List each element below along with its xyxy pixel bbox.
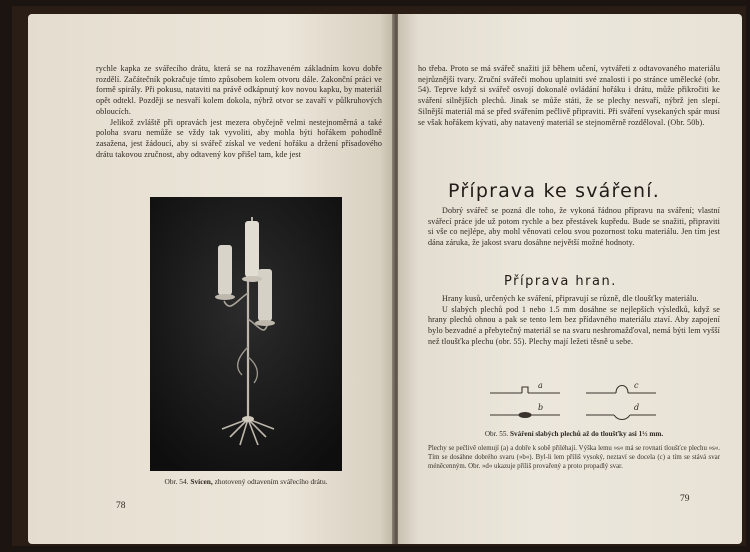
right-page bbox=[398, 14, 742, 544]
figure-label-a: a bbox=[538, 381, 543, 390]
main-heading: Příprava ke sváření. bbox=[448, 180, 660, 202]
caption-bold: Svícen, bbox=[190, 477, 213, 486]
fig-caption-bold: Sváření slabých plechů až do tloušťky asi 1½ mm. bbox=[510, 430, 664, 438]
left-paragraph-2: Jelikož zvláště při opravách jest mezera obyčejně velmi nestejnoměrná a také poloha svaru nemůže se vždy tak vyvoliti, aby mohla býti hořákem pohodlně zasažena, jest žádoucí, aby si svářeč získal ve vedení hořáku a držení přísadového drátu takovou zručnost, aby odtavený kov přišel tam, kde jest bbox=[96, 117, 382, 159]
section-2-text bbox=[428, 294, 720, 348]
section-1-text: Dobrý svářeč se pozná dle toho, že vykoná řádnou přípravu na sváření; vlastní svářecí práce jde už potom rychle a bez přestávek kupředu. Bude se snažiti, připraviti si vše co nejlépe, aby mohl věnovati celou svou pozornost toku materiálu. Jen tím jest dána záruka, že jakost svaru dosáhne největší možné hodnoty. bbox=[428, 206, 720, 248]
figure-caption bbox=[428, 430, 720, 438]
right-top-paragraph: ho třeba. Proto se má svářeč snažiti již během učení, vytvářeti z odtavovaného materiálu nejrůznější tvary. Zruční svářeči mohou uplatniti své znalosti i po stránce umělecké (obr. 54). Teprve když si svářeč osvojí dokonalé ovládání hořáku i drátu, může přikročiti ke sváření silnějších plechů. Jinak se může státi, že se plechy nesvaří, nýbrž jen slepí. Silnější materiál má se před svářením pečlivě připraviti. Při sváření vysekaných spár musí se však hořákem kývati, aby natavený materiál se stejnoměrně rozděloval. (Obr. 50b). bbox=[418, 64, 720, 127]
weld-diagram bbox=[488, 379, 658, 425]
sub-heading: Příprava hran. bbox=[504, 274, 617, 289]
weld-figure bbox=[488, 379, 658, 425]
left-page-text bbox=[96, 64, 382, 160]
candlestick-illustration bbox=[150, 197, 342, 471]
figure-label-d: d bbox=[634, 403, 640, 412]
figure-label-b: b bbox=[538, 403, 544, 412]
caption-rest: zhotovený odtavením svářecího drátu. bbox=[214, 477, 328, 486]
section-2-paragraph-1: Hrany kusů, určených ke sváření, připravují se různě, dle tloušťky materiálu. bbox=[442, 294, 699, 303]
page-number-right: 79 bbox=[680, 494, 690, 504]
fig-caption-prefix: Obr. 55. bbox=[484, 430, 509, 438]
candlestick-photo bbox=[150, 197, 342, 471]
figure-label-c: c bbox=[634, 381, 639, 390]
photo-caption bbox=[106, 477, 386, 486]
left-page bbox=[28, 14, 394, 544]
small-print-text: Plechy se pečlivě olemují (a) a dobře k sobě přiléhají. Výška lemu »s« má se rovnati tloušťce plechu »s«. Tím se dosáhne dobrého svaru (»b«). Byl-li lem příliš vysoký, neztaví se docela (c) a tím se stává svar méněcenným. Obr. »d« ukazuje příliš provařený a proto propadlý svar. bbox=[428, 445, 720, 470]
left-paragraph-1: rychle kapka ze svářecího drátu, která se na rozžhaveném základním kovu dobře rozdělí. Začátečník pokračuje tímto způsobem kolem otvoru dále. Zakonční práci ve formě spirály. Při pokusu, nataviti na právě odkápnutý kov novou kapku, by materiál opět odtekl. Později se nesvaří kolem dokola, nýbrž otvor se zavaří v půlkruhových obloucích. bbox=[96, 64, 382, 116]
caption-prefix: Obr. 54. bbox=[164, 477, 189, 486]
open-book bbox=[12, 6, 746, 546]
page-number-left: 78 bbox=[116, 501, 126, 511]
section-2-paragraph-2: U slabých plechů pod 1 nebo 1.5 mm dosáhne se nejlepších výsledků, když se hrany plechů ohnou a pak se tento lem bez přídavného materiálu ztaví. Aby zapojení bylo bezvadné a přebytečný materiál se na svaru neshromažďoval, nemá býti lem vyšší než tloušťka plechu (obr. 55). Plechy mají ležeti těsně u sebe. bbox=[428, 304, 720, 346]
